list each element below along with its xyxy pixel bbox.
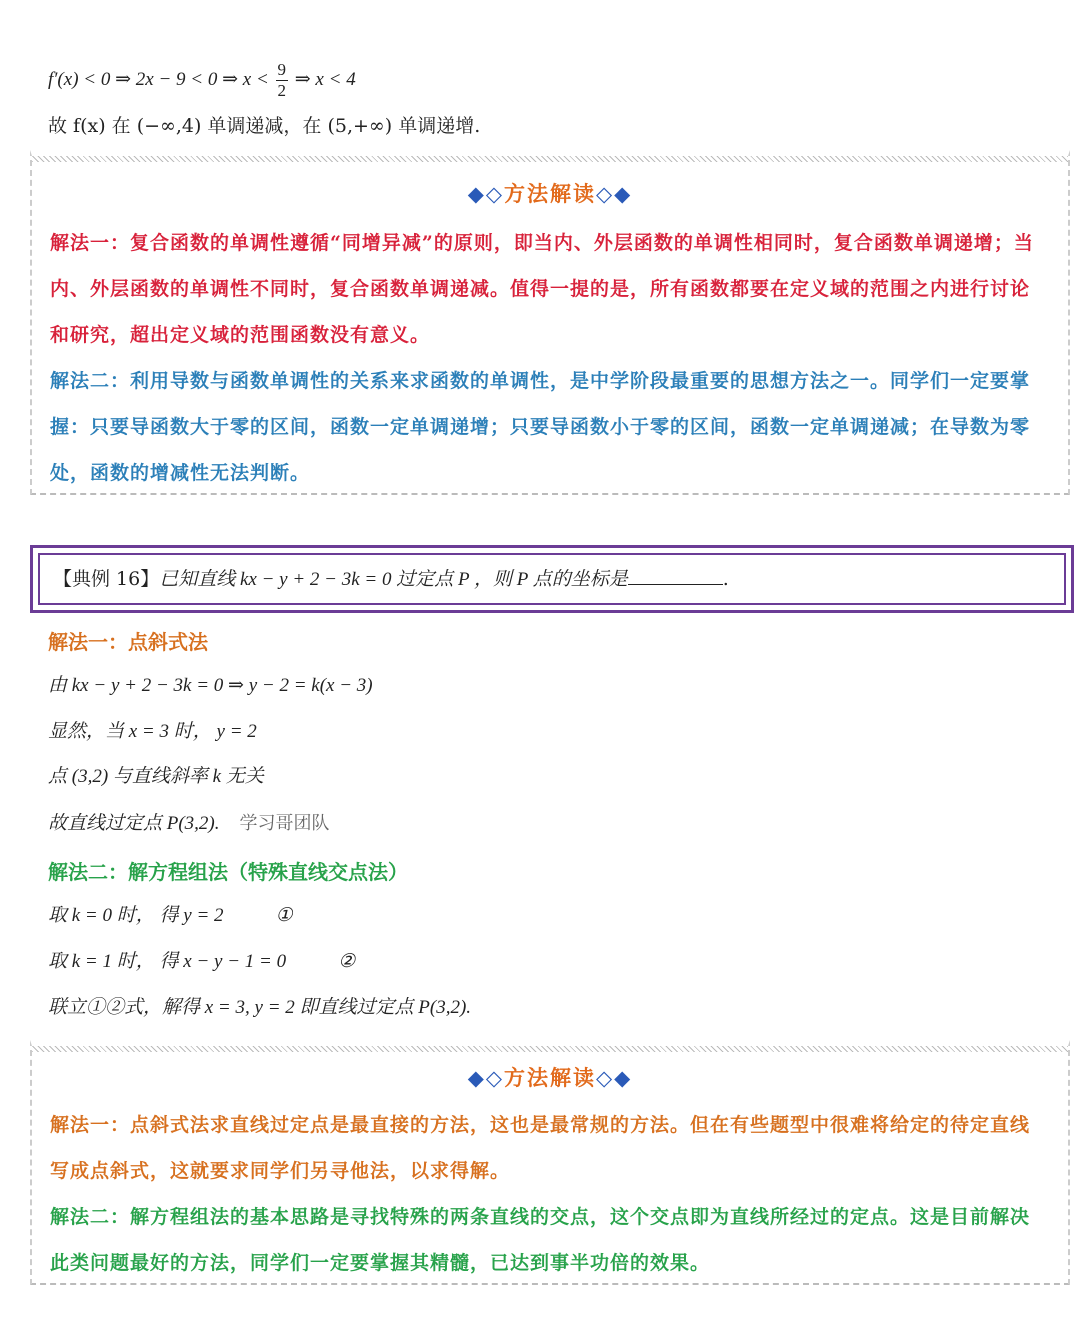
watermark-text: 学习哥团队 <box>239 813 330 834</box>
derivative-inequality <box>48 60 356 101</box>
diamond-left-icon: ◆◇ <box>467 1065 504 1090</box>
paragraph-line: 此类问题最好的方法，同学们一定要掌握其精髓，已达到事半功倍的效果。 <box>50 1252 711 1274</box>
paragraph-line: 写成点斜式，这就要求同学们另寻他法，以求得解。 <box>50 1160 511 1182</box>
solution1-heading: 解法一：点斜式法 <box>48 630 208 654</box>
method-box-inner <box>34 1052 1066 1283</box>
equation-mark-2: ② <box>338 951 356 972</box>
method-box-title <box>34 178 1066 208</box>
method2-paragraph <box>50 1194 1054 1286</box>
example-question <box>53 564 729 591</box>
method1-paragraph <box>50 220 1054 358</box>
paragraph-line: 解法一：点斜式法求直线过定点是最直接的方法，这也是最常规的方法。但在有些题型中很难将给定的待定直线 <box>50 1114 1031 1136</box>
fraction-nine-halves <box>276 60 289 101</box>
paragraph-line: 握：只要导函数大于零的区间，函数一定单调递增；只要导函数小于零的区间，函数一定单调递减；在导数为零 <box>50 416 1031 438</box>
method-interpretation-box-2 <box>30 1040 1070 1285</box>
solution1-line-1: 由 kx − y + 2 − 3k = 0 ⇒ y − 2 = k(x − 3) <box>48 675 373 696</box>
method-title-text: 方法解读 <box>504 181 596 206</box>
solution2-line-1 <box>48 902 293 930</box>
fraction-numerator: 9 <box>277 60 287 79</box>
paragraph-line: 处，函数的增减性无法判断。 <box>50 462 311 484</box>
paragraph-line: 和研究，超出定义域的范围函数没有意义。 <box>50 324 431 346</box>
solution1-line-2: 显然，当 x = 3 时， y = 2 <box>48 721 257 742</box>
paragraph-line: 解法二：解方程组法的基本思路是寻找特殊的两条直线的交点，这个交点即为直线所经过的定点。这是目前解决 <box>50 1206 1031 1228</box>
paragraph-line: 解法一：复合函数的单调性遵循“同增异减”的原则，即当内、外层函数的单调性相同时，复合函数单调递增；当 <box>50 232 1034 254</box>
example-text: 已知直线 kx − y + 2 − 3k = 0 过定点 P ，则 P 点的坐标是 <box>159 569 628 590</box>
method2-paragraph <box>50 358 1054 496</box>
method-box-title <box>34 1062 1066 1092</box>
diamond-right-icon: ◇◆ <box>596 1065 633 1090</box>
example-16-box <box>30 545 1074 613</box>
derivative-lhs: f′(x) < 0 ⇒ 2x − 9 < 0 ⇒ x < <box>48 68 269 90</box>
solution2-heading: 解法二：解方程组法（特殊直线交点法） <box>48 860 408 884</box>
answer-blank[interactable] <box>628 566 723 585</box>
solution1-conclusion: 故直线过定点 P(3,2). <box>48 813 220 834</box>
solution1-line-4 <box>48 810 330 838</box>
method-title-text: 方法解读 <box>504 1065 596 1090</box>
solution2-line-2 <box>48 948 355 976</box>
equation-mark-1: ① <box>275 905 293 926</box>
paragraph-line: 解法二：利用导数与函数单调性的关系来求函数的单调性，是中学阶段最重要的思想方法之一。同学们一定要掌 <box>50 370 1031 392</box>
monotonic-conclusion: 故 f(x) 在 (−∞,4) 单调递减，在 (5,+∞) 单调递增. <box>48 115 481 137</box>
method-interpretation-box-1 <box>30 150 1070 495</box>
derivative-rhs: ⇒ x < 4 <box>294 68 356 90</box>
solution2-line-3: 联立①②式，解得 x = 3, y = 2 即直线过定点 P(3,2). <box>48 997 472 1018</box>
example-end: . <box>722 568 729 590</box>
solution1-line-3: 点 (3,2) 与直线斜率 k 无关 <box>48 766 264 787</box>
diamond-right-icon: ◇◆ <box>596 181 633 206</box>
method-box-inner <box>34 162 1066 493</box>
method1-paragraph <box>50 1102 1054 1194</box>
equation-k1: 取 k = 1 时， 得 x − y − 1 = 0 <box>48 951 287 972</box>
diamond-left-icon: ◆◇ <box>467 181 504 206</box>
example-label: 【典例 16】 <box>53 568 160 590</box>
fraction-denominator: 2 <box>277 81 287 100</box>
paragraph-line: 内、外层函数的单调性不同时，复合函数单调递减。值得一提的是，所有函数都要在定义域的范围之内进行讨论 <box>50 278 1031 300</box>
equation-k0: 取 k = 0 时， 得 y = 2 <box>48 905 224 926</box>
